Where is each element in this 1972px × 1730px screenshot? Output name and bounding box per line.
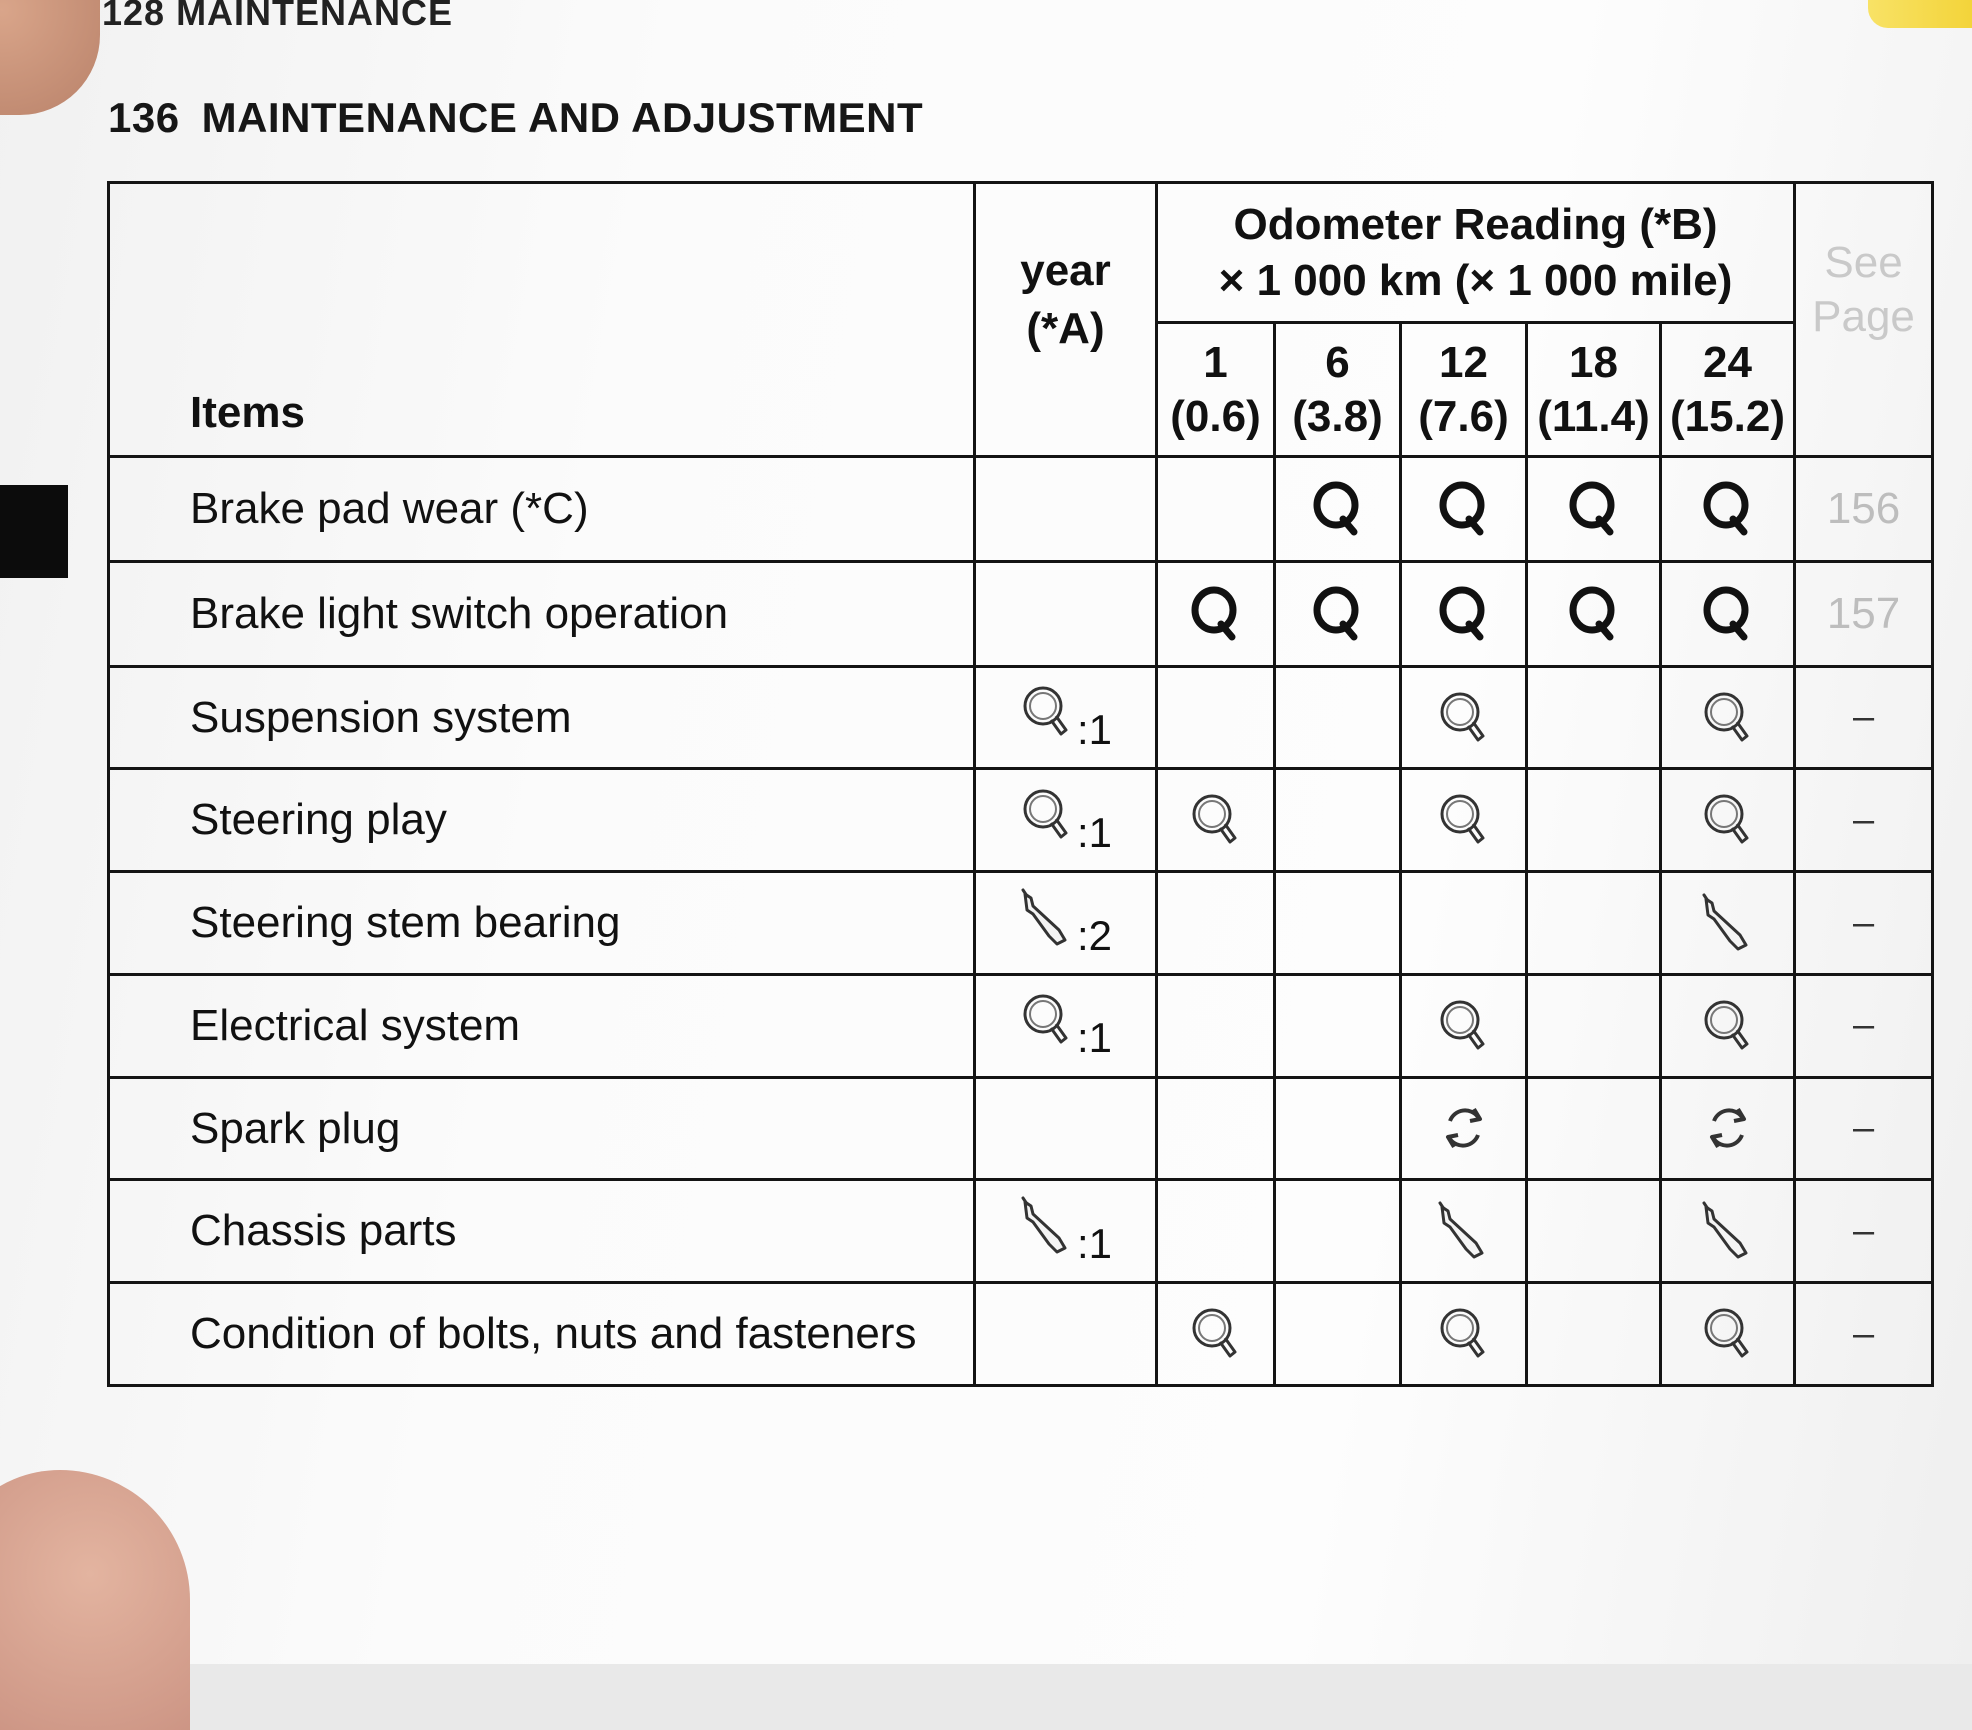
odometer-mark-cell [1661,666,1795,769]
column-mile: (0.6) [1170,391,1261,441]
see-page-cell: – [1795,1180,1933,1283]
section-tab-marker [0,485,68,578]
table-row [109,1077,1933,1180]
year-cell [975,769,1157,872]
year-header-line1: year [1020,245,1111,295]
lubricate-oilcan-icon [1700,893,1756,953]
odometer-mark-cell [1401,1180,1527,1283]
odometer-mark-cell [1275,457,1401,562]
table-row [109,974,1933,1077]
odometer-mark-cell [1661,769,1795,872]
year-cell [975,561,1157,666]
table-row [109,872,1933,975]
page-title [108,94,923,142]
yellow-sticky-note [1868,0,1972,28]
inspect-magnifier-icon [1436,790,1492,850]
year-interval: :2 [1076,911,1113,959]
inspect-magnifier-icon-bold [1310,584,1366,644]
replace-cycle-icon [1700,1099,1756,1159]
odometer-mark-cell [1401,666,1527,769]
see-page-cell: 156 [1795,457,1933,562]
table-row [109,457,1933,562]
odometer-mark-cell [1401,769,1527,872]
odometer-mark-cell [1275,769,1401,872]
lubricate-oilcan-icon [1436,1201,1492,1261]
column-km: 24 [1703,337,1752,387]
table-row [109,769,1933,872]
odometer-mark-cell [1661,457,1795,562]
column-mile: (3.8) [1292,391,1383,441]
inspect-magnifier-icon [1188,1304,1244,1364]
see-page-cell: – [1795,1283,1933,1386]
inspect-magnifier-icon-bold [1566,479,1622,539]
column-mile: (7.6) [1418,391,1509,441]
odometer-header-line1: Odometer Reading (*B) [1233,199,1718,249]
replace-cycle-icon [1436,1099,1492,1159]
inspect-magnifier-icon-bold [1188,584,1244,644]
odometer-mark-cell [1527,1283,1661,1386]
item-name: Brake pad wear (*C) [109,457,975,562]
year-header-line2: (*A) [1026,303,1105,353]
inspect-magnifier-icon [1019,682,1075,742]
inspect-magnifier-icon-bold [1700,479,1756,539]
odometer-mark-cell [1661,1180,1795,1283]
see-page-cell: – [1795,769,1933,872]
item-name: Electrical system [109,974,975,1077]
odometer-mark-cell [1275,1283,1401,1386]
item-name: Steering play [109,769,975,872]
inspect-magnifier-icon [1019,990,1075,1050]
inspect-magnifier-icon [1019,785,1075,845]
table-row [109,1283,1933,1386]
odometer-mark-cell [1527,872,1661,975]
inspect-magnifier-icon-bold [1310,479,1366,539]
lubricate-oilcan-icon [1700,1201,1756,1261]
inspect-magnifier-icon [1700,790,1756,850]
odometer-mark-cell [1275,1180,1401,1283]
odometer-mark-cell [1661,974,1795,1077]
item-name: Brake light switch operation [109,561,975,666]
page-number: 136 [108,94,180,141]
see-page-cell: – [1795,872,1933,975]
items-header: Items [109,183,975,457]
inspect-magnifier-icon [1436,996,1492,1056]
year-header [975,183,1157,457]
table-row [109,561,1933,666]
table-row [109,1180,1933,1283]
odometer-column-header [1401,323,1527,457]
lubricate-oilcan-icon [1019,888,1075,948]
odometer-mark-cell [1157,1077,1275,1180]
see-page-cell: 157 [1795,561,1933,666]
odometer-mark-cell [1527,561,1661,666]
odometer-mark-cell [1527,769,1661,872]
odometer-mark-cell [1527,666,1661,769]
section-title: MAINTENANCE AND ADJUSTMENT [201,94,924,141]
see-page-cell: – [1795,974,1933,1077]
odometer-column-header [1275,323,1401,457]
odometer-mark-cell [1661,561,1795,666]
lubricate-oilcan-icon [1019,1196,1075,1256]
odometer-mark-cell [1527,974,1661,1077]
year-cell [975,1077,1157,1180]
column-mile: (15.2) [1670,391,1785,441]
inspect-magnifier-icon-bold [1700,584,1756,644]
odometer-mark-cell [1527,1077,1661,1180]
inspect-magnifier-icon-bold [1566,584,1622,644]
odometer-mark-cell [1157,1180,1275,1283]
odometer-mark-cell [1157,1283,1275,1386]
inspect-magnifier-icon [1436,1304,1492,1364]
see-page-header [1795,183,1933,457]
year-interval: :1 [1076,1014,1113,1062]
inspect-magnifier-icon [1436,688,1492,748]
item-name: Condition of bolts, nuts and fasteners [109,1283,975,1386]
odometer-mark-cell [1157,666,1275,769]
table-row [109,666,1933,769]
odometer-mark-cell [1157,457,1275,562]
year-interval: :1 [1076,706,1113,753]
odometer-mark-cell [1275,561,1401,666]
odometer-mark-cell [1157,561,1275,666]
year-interval: :1 [1076,1219,1113,1267]
see-header-line1: See [1824,237,1903,287]
column-km: 1 [1203,337,1228,387]
odometer-mark-cell [1275,666,1401,769]
inspect-magnifier-icon-bold [1436,584,1492,644]
odometer-header-line2: × 1 000 km (× 1 000 mile) [1218,255,1733,305]
inspect-magnifier-icon [1700,688,1756,748]
odometer-mark-cell [1275,974,1401,1077]
column-km: 12 [1439,337,1488,387]
see-page-cell: – [1795,1077,1933,1180]
inspect-magnifier-icon [1700,1304,1756,1364]
inspect-magnifier-icon [1188,790,1244,850]
item-name: Chassis parts [109,1180,975,1283]
odometer-mark-cell [1527,1180,1661,1283]
odometer-mark-cell [1661,872,1795,975]
odometer-mark-cell [1157,974,1275,1077]
odometer-mark-cell [1401,872,1527,975]
maintenance-schedule-table [107,181,1934,1387]
column-km: 18 [1569,337,1618,387]
odometer-mark-cell [1661,1077,1795,1180]
odometer-mark-cell [1275,872,1401,975]
odometer-mark-cell [1401,1077,1527,1180]
odometer-mark-cell [1401,561,1527,666]
thumb-top [0,0,100,115]
odometer-mark-cell [1157,872,1275,975]
year-cell [975,872,1157,975]
see-header-line2: Page [1812,291,1915,341]
column-km: 6 [1325,337,1350,387]
odometer-mark-cell [1527,457,1661,562]
previous-page-header: 128 MAINTENANCE [102,0,454,30]
odometer-header [1157,183,1795,323]
column-mile: (11.4) [1537,391,1650,441]
item-name: Steering stem bearing [109,872,975,975]
odometer-column-header [1661,323,1795,457]
inspect-magnifier-icon [1700,996,1756,1056]
year-cell [975,974,1157,1077]
item-name: Spark plug [109,1077,975,1180]
odometer-column-header [1157,323,1275,457]
odometer-mark-cell [1401,1283,1527,1386]
odometer-mark-cell [1157,769,1275,872]
odometer-mark-cell [1401,974,1527,1077]
inspect-magnifier-icon-bold [1436,479,1492,539]
item-name: Suspension system [109,666,975,769]
year-cell [975,1180,1157,1283]
year-cell [975,1283,1157,1386]
odometer-mark-cell [1661,1283,1795,1386]
odometer-column-header [1527,323,1661,457]
year-interval: :1 [1076,808,1113,856]
odometer-mark-cell [1275,1077,1401,1180]
see-page-cell: – [1795,666,1933,769]
year-cell [975,666,1157,769]
odometer-mark-cell [1401,457,1527,562]
year-cell [975,457,1157,562]
